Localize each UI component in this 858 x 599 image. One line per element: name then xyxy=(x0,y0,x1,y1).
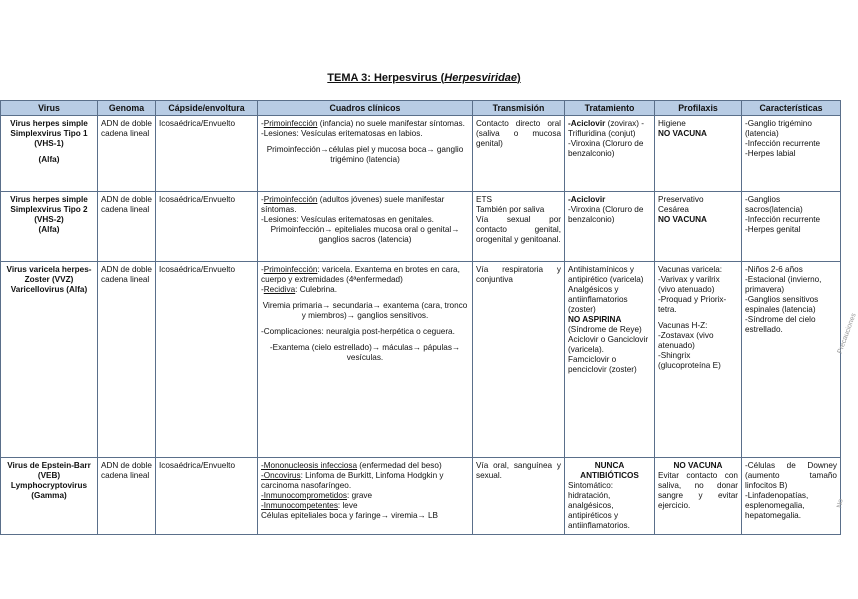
capside-cell: Icosaédrica/Envuelto xyxy=(156,116,258,192)
col-header-virus: Virus xyxy=(1,101,98,116)
capside-cell: Icosaédrica/Envuelto xyxy=(156,192,258,262)
cuadros-cell: -Primoinfección (adultos jóvenes) suele manifestar síntomas. -Lesiones: Vesículas eritematosas en genitales. Primoinfección→ epiteliales mucosa oral o genital→ ganglios sacros (latencia) xyxy=(258,192,473,262)
col-header-caracteristicas: Características xyxy=(742,101,841,116)
tratamiento-cell: -Aciclovir -Viroxina (Cloruro de benzalconio) xyxy=(565,192,655,262)
cuadros-cell: -Mononucleosis infecciosa (enfermedad del beso) -Oncovirus: Linfoma de Burkitt, Linfoma Hodgkin y carcinoma nasofaríngeo. -Inmunocomprometidos: grave -Inmunocompetentes: leve Células epiteliales boca y faringe→ viremia→ LB xyxy=(258,458,473,535)
transmision-cell: Contacto directo oral (saliva o mucosa genital) xyxy=(473,116,565,192)
transmision-cell: Vía oral, sanguínea y sexual. xyxy=(473,458,565,535)
transmision-cell: Vía respiratoria y conjuntiva xyxy=(473,262,565,458)
side-note: No xyxy=(836,498,845,509)
caracteristicas-cell: -Ganglios sacros(latencia) -Infección recurrente -Herpes genital xyxy=(742,192,841,262)
col-header-transmision: Transmisión xyxy=(473,101,565,116)
col-header-capside: Cápside/envoltura xyxy=(156,101,258,116)
table-row-vvz xyxy=(1,262,841,458)
genoma-cell: ADN de doble cadena lineal xyxy=(98,458,156,535)
transmision-cell: ETS También por saliva Vía sexual por contacto genital, orogenital y genitoanal. xyxy=(473,192,565,262)
col-header-genoma: Genoma xyxy=(98,101,156,116)
genoma-cell: ADN de doble cadena lineal xyxy=(98,262,156,458)
capside-cell: Icosaédrica/Envuelto xyxy=(156,458,258,535)
profilaxis-cell: Vacunas varicela: -Varivax y varilrix (vivo atenuado) -Proquad y Priorix-tetra. Vacunas H-Z: -Zostavax (vivo atenuado) -Shingrix (glucoproteína E) xyxy=(655,262,742,458)
table-row-vhs1 xyxy=(1,116,841,192)
virus-cell: Virus varicela herpes-Zoster (VVZ) Varicellovirus (Alfa) xyxy=(1,262,98,458)
herpesvirus-table xyxy=(0,100,841,535)
side-note: Precauciones xyxy=(836,312,858,355)
virus-cell: Virus herpes simple Simplexvirus Tipo 2 (VHS-2) (Alfa) xyxy=(1,192,98,262)
table-row-vhs2 xyxy=(1,192,841,262)
profilaxis-cell: NO VACUNA Evitar contacto con saliva, no donar sangre y evitar ejercicio. xyxy=(655,458,742,535)
col-header-cuadros: Cuadros clínicos xyxy=(258,101,473,116)
caracteristicas-cell: -Ganglio trigémino (latencia) -Infección recurrente -Herpes labial xyxy=(742,116,841,192)
tratamiento-cell: Antihistamínicos y antipirético (varicela) Analgésicos y antiinflamatorios (zoster) NO ASPIRINA (Síndrome de Reye) Aciclovir o Ganciclovir (varicela). Famciclovir o penciclovir (zoster) xyxy=(565,262,655,458)
table-header-row xyxy=(1,101,841,116)
page-title: TEMA 3: Herpesvirus (Herpesviridae) xyxy=(327,72,521,84)
cuadros-cell: -Primoinfección: varicela. Exantema en brotes en cara, cuerpo y extremidades (4ªenfermedad) -Recidiva: Culebrina. Viremia primaria→ secundaria→ exantema (cara, tronco y miembros)→ ganglios sensitivos. -Complicaciones: neuralgia post-herpética o ceguera. -Exantema (cielo estrellado)→ máculas→ pápulas→ vesículas. xyxy=(258,262,473,458)
profilaxis-cell: Preservativo Cesárea NO VACUNA xyxy=(655,192,742,262)
virus-cell: Virus herpes simple Simplexvirus Tipo 1 (VHS-1) (Alfa) xyxy=(1,116,98,192)
tratamiento-cell: NUNCA ANTIBIÓTICOS Sintomático: hidratación, analgésicos, antipiréticos y antiinflamatorios. xyxy=(565,458,655,535)
col-header-profilaxis: Profilaxis xyxy=(655,101,742,116)
caracteristicas-cell: -Niños 2-6 años -Estacional (invierno, primavera) -Ganglios sensitivos espinales (latencia) -Síndrome del cielo estrellado. xyxy=(742,262,841,458)
col-header-tratamiento: Tratamiento xyxy=(565,101,655,116)
genoma-cell: ADN de doble cadena lineal xyxy=(98,116,156,192)
table-row-veb xyxy=(1,458,841,535)
caracteristicas-cell: -Células de Downey (aumento tamaño linfocitos B) -Linfadenopatías, esplenomegalia, hepatomegalia. xyxy=(742,458,841,535)
genoma-cell: ADN de doble cadena lineal xyxy=(98,192,156,262)
profilaxis-cell: Higiene NO VACUNA xyxy=(655,116,742,192)
tratamiento-cell: -Aciclovir (zovirax) - Trifluridina (conjut) -Viroxina (Cloruro de benzalconio) xyxy=(565,116,655,192)
virus-cell: Virus de Epstein-Barr (VEB) Lymphocryptovirus (Gamma) xyxy=(1,458,98,535)
capside-cell: Icosaédrica/Envuelto xyxy=(156,262,258,458)
cuadros-cell: -Primoinfección (infancia) no suele manifestar síntomas. -Lesiones: Vesículas eritematosas en labios. Primoinfección→células piel y mucosa boca→ ganglio trigémino (latencia) xyxy=(258,116,473,192)
